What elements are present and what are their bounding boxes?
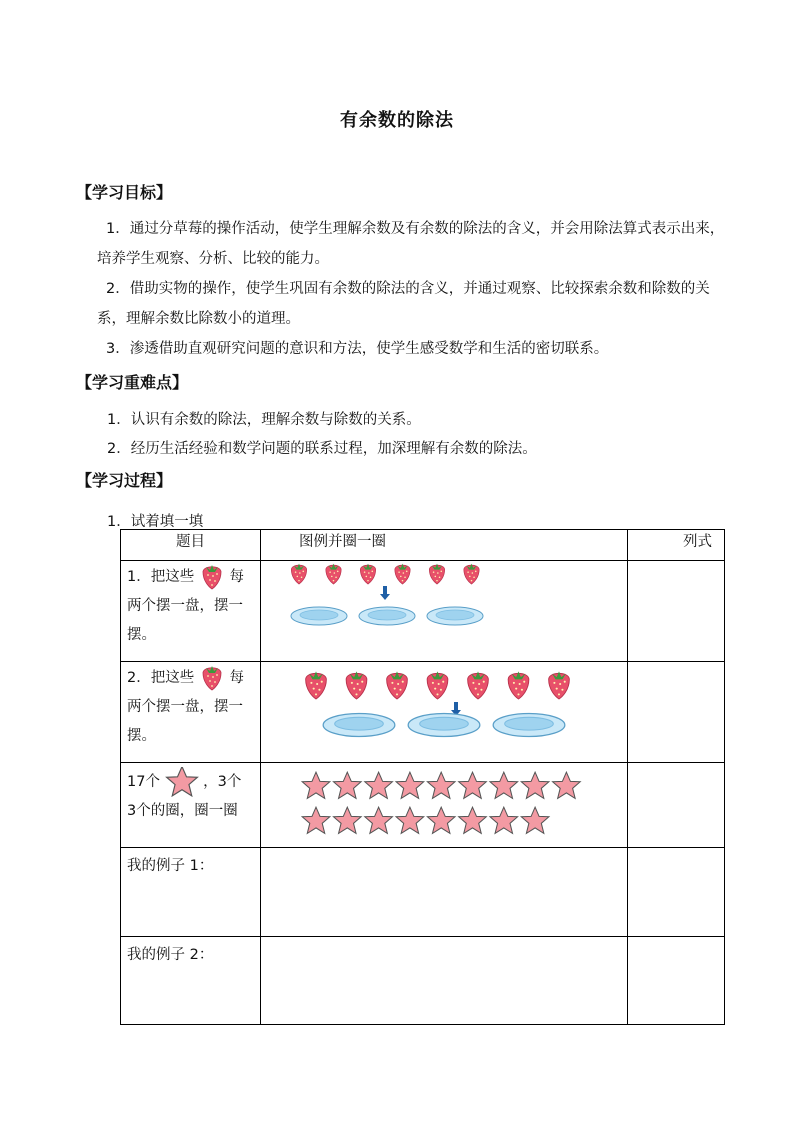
row1-rest: 两个摆一盘，摆一摆。: [127, 598, 243, 643]
row4-question: [121, 848, 261, 937]
header-illustration: 图例并圈一圈: [261, 530, 628, 561]
row5-question: [121, 937, 261, 1025]
strawberry-icon: [199, 563, 225, 591]
row4-illustration[interactable]: [261, 848, 628, 937]
row1-illustration: [261, 561, 628, 662]
arrow-down-icon: [380, 586, 390, 600]
table-row: [121, 561, 725, 662]
strawberry: [508, 671, 529, 699]
star-icon: [165, 767, 199, 797]
row4-answer[interactable]: [628, 848, 725, 937]
table-header-row: [121, 530, 725, 561]
goal-item-3: 3．渗透借助直观研究问题的意识和方法，使学生感受数学和生活的密切联系。: [106, 341, 609, 357]
process-step-1: 1．试着填一填: [107, 514, 204, 530]
star: [396, 772, 424, 798]
star: [365, 772, 393, 798]
plate: [408, 713, 480, 736]
header-question: 题目: [121, 530, 261, 561]
row1-prefix: 1．把这些: [127, 569, 195, 585]
row3-question: [121, 763, 261, 848]
goal-item-1: 1．通过分草莓的操作活动，使学生理解余数及有余数的除法的含义，并会用除法算式表示出来，培养学生观察、分析、比较的能力。: [97, 221, 725, 267]
strawberry: [427, 671, 448, 699]
strawberry: [464, 564, 479, 584]
strawberry: [468, 671, 489, 699]
section-process-heading: 【学习过程】: [76, 471, 173, 490]
row1-question: [121, 561, 261, 662]
plate: [427, 607, 483, 625]
row5-illustration[interactable]: [261, 937, 628, 1025]
row3-suffix: ，3个: [203, 774, 242, 790]
table-row: [121, 662, 725, 763]
plate: [359, 607, 415, 625]
strawberry-plate-illustration-2: [261, 662, 589, 762]
example-1-label: 我的例子 1：: [127, 858, 214, 874]
page-title: 有余数的除法: [340, 110, 454, 131]
exercise-table: [120, 529, 725, 1025]
strawberry: [306, 671, 327, 699]
row3-rest: 3个的圈，圈一圈: [127, 803, 238, 819]
star: [365, 807, 393, 833]
row1-suffix: 每: [229, 569, 244, 585]
section-keypoints-heading: 【学习重难点】: [76, 373, 189, 392]
star: [302, 807, 330, 833]
row2-illustration: [261, 662, 628, 763]
star: [490, 807, 518, 833]
keypoint-item-1: 1．认识有余数的除法，理解余数与除数的关系。: [107, 412, 421, 428]
row3-answer[interactable]: [628, 763, 725, 848]
plate: [323, 713, 395, 736]
row5-answer[interactable]: [628, 937, 725, 1025]
table-row: [121, 937, 725, 1025]
strawberry: [395, 564, 410, 584]
plate: [291, 607, 347, 625]
row2-question: [121, 662, 261, 763]
goal-item-2: 2．借助实物的操作，使学生巩固有余数的除法的含义，并通过观察、比较探索余数和除数的关系，理解余数比除数小的道理。: [97, 281, 710, 327]
star-illustration: [261, 763, 589, 847]
row2-answer[interactable]: [628, 662, 725, 763]
plate: [493, 713, 565, 736]
row3-illustration: [261, 763, 628, 848]
table-row: [121, 763, 725, 848]
star: [427, 807, 455, 833]
keypoint-item-2: 2．经历生活经验和数学问题的联系过程，加深理解有余数的除法。: [107, 441, 537, 457]
strawberry: [291, 564, 306, 584]
star: [334, 807, 362, 833]
row2-rest: 两个摆一盘，摆一摆。: [127, 699, 243, 744]
star: [459, 772, 487, 798]
star: [396, 807, 424, 833]
row1-answer[interactable]: [628, 561, 725, 662]
strawberry: [346, 671, 367, 699]
strawberry-icon: [199, 664, 225, 692]
strawberry: [326, 564, 341, 584]
strawberry: [429, 564, 444, 584]
row2-suffix: 每: [229, 670, 244, 686]
strawberry: [549, 671, 570, 699]
table-row: [121, 848, 725, 937]
strawberry-plate-illustration-1: [261, 561, 589, 661]
header-formula: 列式: [628, 530, 725, 561]
strawberry: [387, 671, 408, 699]
star: [521, 807, 549, 833]
star: [553, 772, 581, 798]
row2-prefix: 2．把这些: [127, 670, 195, 686]
star: [459, 807, 487, 833]
star: [302, 772, 330, 798]
strawberry: [360, 564, 375, 584]
star: [334, 772, 362, 798]
star: [521, 772, 549, 798]
section-goals-heading: 【学习目标】: [76, 183, 173, 202]
star: [490, 772, 518, 798]
row3-prefix: 17个: [127, 774, 160, 790]
example-2-label: 我的例子 2：: [127, 947, 214, 963]
star: [427, 772, 455, 798]
